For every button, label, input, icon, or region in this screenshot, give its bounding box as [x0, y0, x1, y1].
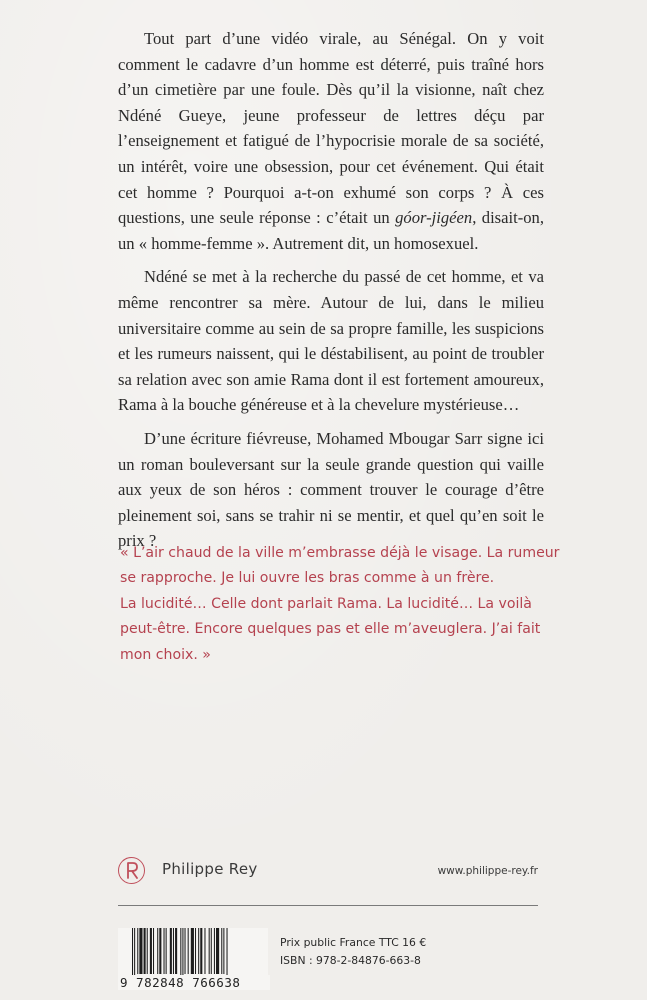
publisher-name: Philippe Rey [162, 860, 258, 878]
price-line: Prix public France TTC 16 € [280, 936, 427, 949]
barcode-bars-icon [118, 928, 268, 976]
quote-line: La lucidité… Celle dont parlait Rama. La lucidité… La voilà [120, 595, 532, 612]
isbn-line: ISBN : 978-2-84876-663-8 [280, 954, 421, 967]
r-letter-icon [125, 862, 139, 879]
pricing-info [280, 934, 426, 970]
excerpt-quote [120, 541, 560, 668]
divider [118, 905, 538, 906]
quote-line: mon choix. » [120, 646, 211, 663]
synopsis-paragraph-2: Ndéné se met à la recherche du passé de cet homme, et va même rencontrer sa mère. Autour de lui, dans le milieu universitaire comme au sein de sa propre famille, les suspicions et les rumeurs naissent, qui le déstabilisent, au point de troubler sa relation avec son amie Rama dont il est fortement amoureux, Rama à la bouche généreuse et à la chevelure mystérieuse… [118, 267, 544, 415]
publisher-website: www.philippe-rey.fr [437, 865, 538, 877]
barcode-digits: 9 782848 766638 [118, 975, 270, 990]
quote-line: peut-être. Encore quelques pas et elle m’aveuglera. J’ai fait [120, 621, 541, 638]
synopsis-paragraph-3: D’une écriture fiévreuse, Mohamed Mbougar Sarr signe ici un roman bouleversant sur la seule grande question qui vaille aux yeux de son héros : comment trouver le courage d’être pleinement soi, sans se trahir ni se mentir, et quel qu’en soit le prix ? [118, 428, 544, 551]
quote-line: « L’air chaud de la ville m’embrasse déjà le visage. La rumeur [120, 545, 560, 561]
synopsis [118, 26, 544, 562]
publisher-logo-icon [118, 857, 145, 884]
synopsis-paragraph-1: Tout part d’une vidéo virale, au Sénégal. On y voit comment le cadavre d’un homme est déterré, puis traîné hors d’un cimetière par une foule. Dès qu’il la visionne, naît chez Ndéné Gueye, jeune professeur de lettres déçu par l’enseignement et fatigué de l’hypocrisie morale de sa société, un intérêt, voire une obsession, pour cet événement. Qui était cet homme ? Pourquoi a-t-on exhumé son corps ? À ces questions, une seule réponse : c’était un góor-jigéen, disait-on, un « homme-femme ». Autrement dit, un homosexuel. [118, 29, 544, 253]
quote-line: se rapproche. Je lui ouvre les bras comme à un frère. [120, 570, 495, 587]
barcode [118, 928, 268, 990]
emphasis-term: góor-jigéen [395, 208, 473, 228]
